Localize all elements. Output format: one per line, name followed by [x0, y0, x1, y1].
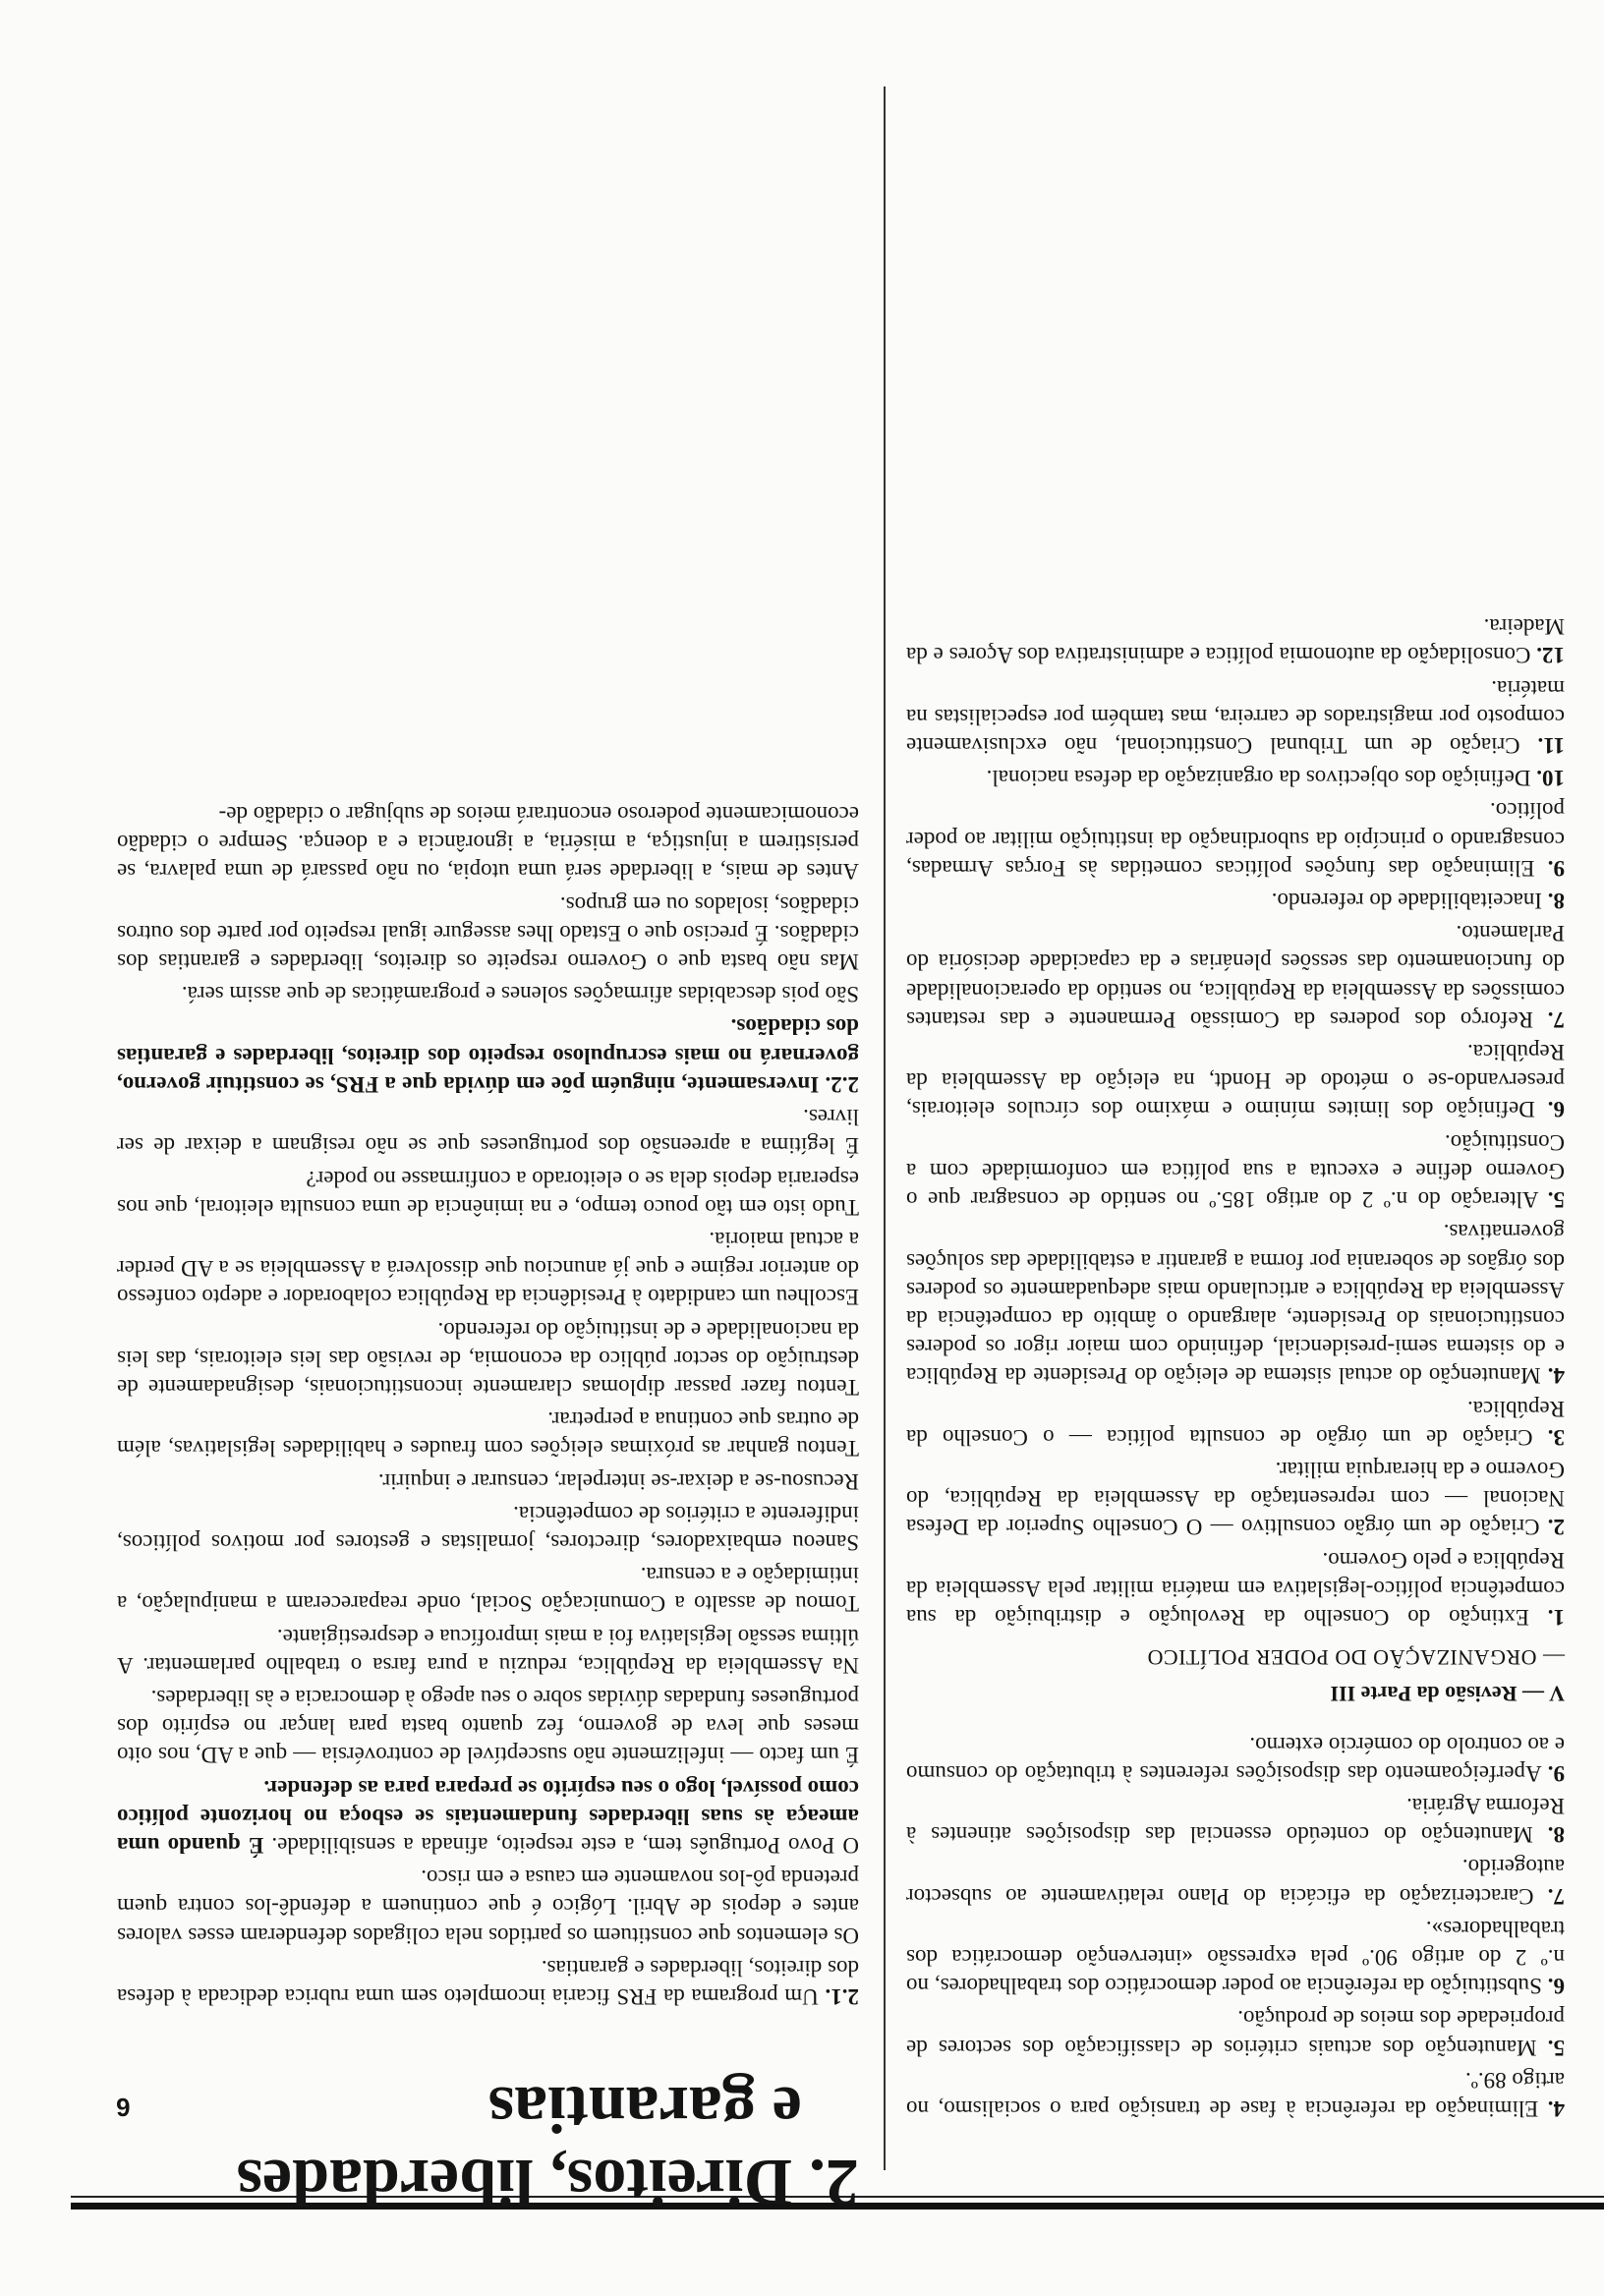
- paragraph: Tentou ganhar as próximas eleições com fraudes e habilidades legislativas, além de outras que continua a perpetrar.: [117, 1407, 859, 1462]
- section-title: [171, 2074, 859, 2219]
- paragraph: São pois descabidas afirmações solenes e programáticas de que assim será.: [181, 982, 859, 1007]
- list-item: 2. Criação de um órgão consultivo — O Conselho Superior da Defesa Nacional — com representação da Assembleia da República, do Governo e da hierarquia militar.: [906, 1457, 1565, 1540]
- list-item: 3. Criação de um órgão de consulta política — o Conselho da República.: [906, 1396, 1565, 1450]
- list-item: 4. Manutenção do actual sistema de eleição do Presidente da República e do sistema semi-presidencial, definindo com maior rigor os poderes constitucionais do Presidente, alargando o âmbito da competência da Assembleia da República e articulando mais adequadamente os poderes dos órgãos de soberania por forma a garantir a estabilidade das soluções governativas.: [905, 1220, 1565, 1389]
- list-item: 9. Aperfeiçoamento das disposições referentes à tributação do consumo e ao controlo do comércio externo.: [905, 1732, 1565, 1786]
- paragraph: Tentou fazer passar diplomas claramente inconstitucionais, designadamente de destruição do sector público da economia, de revisão das leis eleitorais, das leis da nacionalidade e de instituição do referendo.: [117, 1317, 859, 1400]
- list-item: 7. Reforço dos poderes da Comissão Permanente e das restantes comissões da Assembleia da República, no sentido da operacionalidade do funcionamento das sessões plenárias e da capacidade decisória do Parlamento.: [906, 921, 1565, 1032]
- paragraph: É legítima a apreensão dos portugueses que se não resignam a deixar de ser livres.: [117, 1105, 859, 1159]
- paragraph: Antes de mais, a liberdade será uma utopia, ou não passará de uma palavra, se persistirem a injustiça, a miséria, a ignorância e a doença. Sempre o cidadão economicamente poderoso encontrará meios de subjugar o cidadão de-: [117, 802, 859, 885]
- list-item: 4. Eliminação da referência à fase de transição para o socialismo, no artigo 89.º.: [906, 2067, 1565, 2121]
- section-subheading: — ORGANIZAÇÃO DO PODER POLÍTICO: [1147, 1645, 1565, 1671]
- section-heading: V — Revisão da Parte III: [1330, 1682, 1565, 1707]
- list-item: 8. Manutenção do conteúdo essencial das disposições atinentes à Reforma Agrária.: [906, 1793, 1565, 1848]
- list-item: 9. Eliminação das funções políticas cometidas às Forças Armadas, consagrando o princípio da subordinação da instituição militar ao poder político.: [906, 798, 1565, 881]
- paragraph: O Povo Português tem, a este respeito, afinada a sensibilidade. É quando uma ameaça às suas liberdades fundamentais se esboça no horizonte político como possível, logo o seu espírito se prepara para as defender.: [117, 1775, 859, 1858]
- paragraph: Tomou de assalto a Comunicação Social, onde reapareceram a manipulação, a intimidação e a censura.: [117, 1563, 859, 1617]
- section-title-line1: 2. Direitos, liberdades: [236, 2146, 859, 2220]
- list-item: 1. Extinção do Conselho da Revolução e distribuição da sua competência político-legislativa em matéria militar pela Assembleia da República e pelo Governo.: [906, 1547, 1565, 1630]
- list-item: 6. Definição dos limites mínimo e máximo dos círculos eleitorais, preservando-se o método de Hondt, na eleição da Assembleia da República.: [905, 1040, 1565, 1122]
- list-item: 11. Criação de um Tribunal Constitucional, não exclusivamente composto por magistrados de carreira, mas também por especialistas na matéria.: [906, 675, 1565, 759]
- list-item: 6. Substituição da referência ao poder democrático dos trabalhadores, no n.º 2 do artigo 90.º pela expressão «intervenção democrática dos trabalhadores».: [906, 1916, 1565, 1999]
- page-number: 6: [116, 2093, 131, 2122]
- list-item: 10. Definição dos objectivos da organização da defesa nacional.: [986, 766, 1565, 791]
- left-column: [906, 608, 1565, 2123]
- paragraph: Recusou-se a deixar-se interpelar, censurar e inquirir.: [377, 1468, 859, 1494]
- paragraph: É um facto — infelizmente não susceptível de controvérsia — que a AD, nos oito meses que leva de governo, fez quanto basta para lançar no espírito dos portugueses fundadas dúvidas sobre o seu apego à democracia e às liberdades.: [117, 1685, 859, 1768]
- paragraph: Tudo isto em tão pouco tempo, e na iminência de uma consulta eleitoral, que nos esperaria depois dela se o eleitorado a confirmasse no poder?: [117, 1166, 859, 1220]
- paragraph: 2.2. Inversamente, ninguém põe em dúvida que a FRS, se constituir governo, governará no mais escrupuloso respeito dos direitos, liberdades e garantias dos cidadãos.: [116, 1014, 859, 1097]
- list-item: 7. Caracterização da eficácia do Plano relativamente ao subsector autogerido.: [905, 1855, 1565, 1909]
- paragraph: Escolheu um candidato à Presidência da República colaborador e adepto confesso do anterior regime e que já anunciou que dissolverá a Assembleia se a AD perder a actual maioria.: [117, 1227, 859, 1310]
- section-title-line2: e garantias: [487, 2073, 802, 2148]
- list-item: 8. Inaceitabilidade do referendo.: [1271, 889, 1565, 914]
- right-column: [117, 796, 859, 2011]
- paragraph: Mas não basta que o Governo respeite os direitos, liberdades e garantias dos cidadãos. É preciso que o Estado lhes assegure igual respeito por parte dos outros cidadãos, isolados ou em grupos.: [117, 891, 859, 975]
- paragraph: Na Assembleia da República, reduziu a pura farsa o trabalho parlamentar. A última sessão legislativa foi a mais improfícua e desprestigiante.: [117, 1624, 859, 1678]
- list-item: 5. Alteração do n.º 2 do artigo 185.º no sentido de consagrar que o Governo define e executa a sua política em conformidade com a Constituição.: [905, 1129, 1565, 1213]
- paragraph: 2.1. Um programa da FRS ficaria incompleto sem uma rubrica dedicada à defesa dos direitos, liberdades e garantias.: [117, 1955, 859, 2009]
- column-divider: [884, 86, 886, 2170]
- list-item: 12. Consolidação da autonomia política e administrativa dos Açores e da Madeira.: [906, 614, 1565, 668]
- paragraph: Os elementos que constituem os partidos nela coligados defenderam esses valores antes e depois de Abril. Lógico é que continuem a defendê-los contra quem pretenda pô-los novamente em causa e em risco.: [117, 1866, 859, 1948]
- paragraph: Saneou embaixadores, directores, jornalistas e gestores por motivos políticos, indiferente a critérios de competência.: [117, 1501, 859, 1555]
- list-item: 5. Manutenção dos actuais critérios de classificação dos sectores de propriedade dos meios de produção.: [905, 2006, 1565, 2060]
